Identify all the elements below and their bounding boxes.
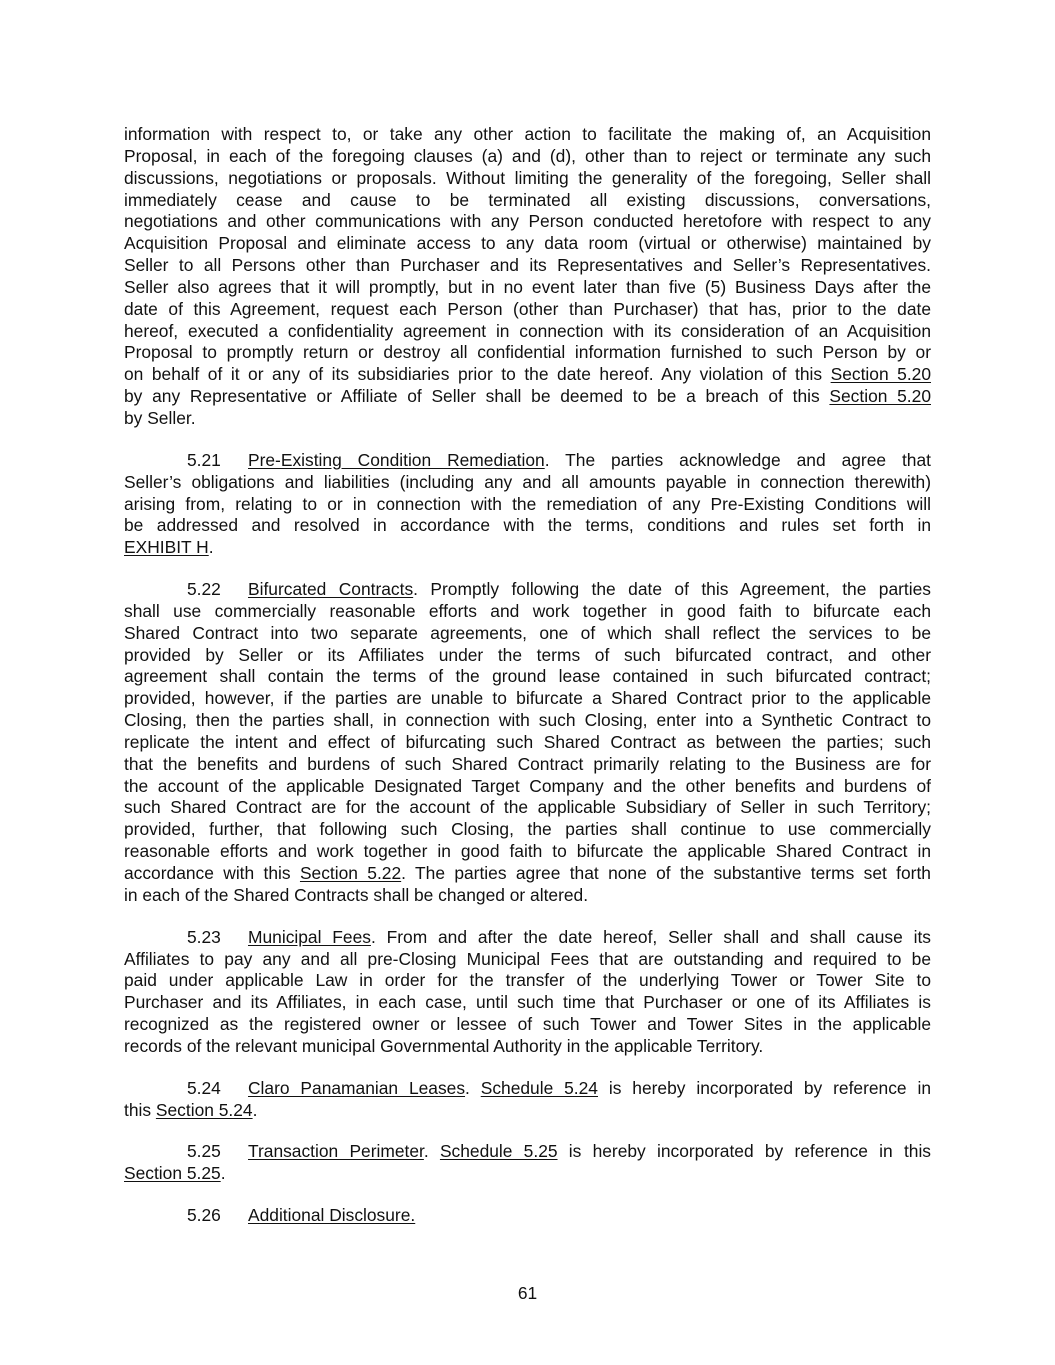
text-segment: paid under applicable Law in order for the transfer of the underlying Tower or Tower Site to (124, 970, 931, 991)
text-segment: Proposal, in each of the foregoing clauses (a) and (d), other than to reject or terminate any such (124, 145, 931, 166)
section-number: 5.23 (187, 926, 221, 947)
text-segment: Proposal to promptly return or destroy all confidential information furnished to such Person by or (124, 342, 931, 363)
text-segment: accordance with this (124, 863, 300, 883)
text-segment: recognized as the registered owner or lessee of such Tower and Tower Sites in the applicable (124, 1014, 931, 1035)
section-reference-link[interactable]: Schedule 5.24 (480, 1077, 598, 1098)
text-segment: . (252, 1099, 258, 1120)
text-line (124, 1014, 931, 1036)
section-reference-link[interactable]: Section 5.20 (829, 386, 931, 407)
text-line (124, 537, 931, 559)
text-line (124, 1163, 931, 1185)
text-segment: Seller also agrees that it will promptly, but in no event later than five (5) Business Days after the (124, 276, 931, 297)
text-line (124, 819, 931, 841)
text-segment: . (220, 1163, 226, 1184)
text-segment: . The parties agree that none of the substantive terms set forth (401, 863, 931, 883)
text-line (124, 211, 931, 233)
text-line (124, 645, 931, 667)
text-line (124, 1036, 931, 1058)
text-segment: provided, further, that following such Closing, the parties shall continue to use commercially (124, 819, 931, 840)
text-line (124, 841, 931, 863)
section-reference-link[interactable]: Pre-Existing Condition Remediation (248, 449, 545, 470)
text-line (124, 168, 931, 190)
section-reference-link[interactable]: Section 5.24 (155, 1099, 253, 1120)
text-segment: . (208, 537, 214, 558)
paragraph (124, 450, 931, 559)
text-line (124, 1100, 931, 1122)
text-segment: the account of the applicable Designated Target Company and the other benefits and burdens of (124, 775, 931, 796)
section-reference-link[interactable]: Bifurcated Contracts (248, 579, 414, 600)
text-segment: Seller’s obligations and liabilities (including any and all amounts payable in connection therewith) (124, 471, 931, 492)
text-line (124, 863, 931, 885)
text-segment: . (423, 1141, 440, 1162)
text-segment: replicate the intent and effect of bifurcating such Shared Contract as between the parties; such (124, 731, 931, 752)
text-line (124, 255, 931, 277)
text-segment: Affiliates to pay any and all pre-Closing Municipal Fees that are outstanding and required to be (124, 948, 931, 969)
paragraph (124, 124, 931, 430)
text-segment: on behalf of it or any of its subsidiaries prior to the date hereof. Any violation of this (124, 364, 831, 385)
text-segment: Seller to all Persons other than Purchaser and its Representatives and Seller’s Representatives. (124, 255, 931, 276)
text-segment: be addressed and resolved in accordance with the terms, conditions and rules set forth in (124, 515, 931, 536)
section-reference-link[interactable]: Section 5.25 (124, 1163, 221, 1184)
text-segment: discussions, negotiations or proposals. Without limiting the generality of the foregoing, Seller shall (124, 167, 931, 188)
text-line (124, 299, 931, 321)
text-segment: this (124, 1099, 156, 1120)
section-reference-link[interactable]: Municipal Fees (248, 926, 371, 947)
paragraph (124, 927, 931, 1058)
text-line (124, 992, 931, 1014)
text-segment: . (465, 1077, 481, 1098)
text-segment: in each of the Shared Contracts shall be changed or altered. (124, 884, 589, 905)
text-line (124, 1078, 931, 1100)
text-line (124, 190, 931, 212)
section-reference-link[interactable]: Section 5.20 (830, 364, 931, 385)
section-number: 5.22 (187, 579, 221, 600)
paragraph (124, 1141, 931, 1185)
text-line (124, 579, 931, 601)
text-line (124, 450, 931, 472)
page-number: 61 (517, 1283, 538, 1303)
section-number: 5.24 (187, 1077, 221, 1098)
text-line (124, 666, 931, 688)
text-line (124, 601, 931, 623)
section-reference-link[interactable]: Transaction Perimeter (248, 1141, 424, 1162)
section-number: 5.26 (187, 1205, 221, 1226)
text-line (124, 515, 931, 537)
text-line (124, 233, 931, 255)
text-segment: hereof, executed a confidentiality agreement in connection with its consideration of an Acquisition (124, 320, 931, 341)
text-segment: . From and after the date hereof, Seller shall and shall cause its (370, 926, 931, 947)
text-line (124, 927, 931, 949)
text-segment: . Promptly following the date of this Agreement, the parties (413, 579, 931, 600)
text-line (124, 124, 931, 146)
text-segment: negotiations and other communications with any Person conducted heretofore with respect to any (124, 211, 931, 232)
document-body (124, 124, 931, 1247)
section-number: 5.25 (187, 1141, 221, 1162)
text-segment: that the benefits and burdens of such Shared Contract primarily relating to the Business are for (124, 753, 931, 774)
text-line (124, 146, 931, 168)
text-segment: . The parties acknowledge and agree that (544, 449, 931, 470)
paragraph (124, 1078, 931, 1122)
paragraph (124, 1205, 931, 1227)
text-segment: provided by Seller or its Affiliates under the terms of such bifurcated contract, and other (124, 644, 931, 665)
text-line (124, 1205, 931, 1227)
text-segment: Closing, then the parties shall, in connection with such Closing, enter into a Synthetic Contract to (124, 710, 931, 731)
text-segment: arising from, relating to or in connection with the remediation of any Pre-Existing Conditions will (124, 493, 931, 514)
text-line (124, 797, 931, 819)
text-line (124, 732, 931, 754)
text-segment: reasonable efforts and work together in good faith to bifurcate the applicable Shared Contract in (124, 841, 931, 862)
section-reference-link[interactable]: Additional Disclosure. (248, 1205, 416, 1226)
text-line (124, 776, 931, 798)
text-line (124, 970, 931, 992)
text-segment: Purchaser and its Affiliates, in each case, until such time that Purchaser or one of its Affiliates is (124, 992, 931, 1013)
text-line (124, 949, 931, 971)
text-line (124, 754, 931, 776)
text-segment: is hereby incorporated by reference in (597, 1077, 931, 1098)
text-segment: information with respect to, or take any other action to facilitate the making of, an Acquisition (124, 124, 931, 144)
text-segment: agreement shall contain the terms of the ground lease contained in such bifurcated contract; (124, 666, 931, 687)
text-line (124, 321, 931, 343)
text-line (124, 1141, 931, 1163)
text-segment: such Shared Contract are for the account of the applicable Subsidiary of Seller in such Territory; (124, 797, 931, 818)
text-line (124, 408, 931, 430)
text-segment: immediately cease and cause to be terminated all existing discussions, conversations, (124, 189, 931, 210)
text-line (124, 472, 931, 494)
text-segment: date of this Agreement, request each Person (other than Purchaser) that has, prior to the date (124, 298, 931, 319)
text-segment: Acquisition Proposal and eliminate access to any data room (virtual or otherwise) maintained by (124, 233, 931, 254)
section-reference-link[interactable]: Section 5.22 (299, 863, 402, 883)
text-line (124, 623, 931, 645)
paragraph (124, 579, 931, 907)
text-line (124, 688, 931, 710)
text-segment: is hereby incorporated by reference in this (557, 1141, 932, 1162)
text-line (124, 386, 931, 408)
text-segment: Shared Contract into two separate agreements, one of which shall reflect the services to be (124, 622, 931, 643)
text-line (124, 277, 931, 299)
text-line (124, 885, 931, 907)
section-reference-link[interactable]: Schedule 5.25 (439, 1141, 558, 1162)
section-reference-link[interactable]: Claro Panamanian Leases (248, 1077, 466, 1098)
text-segment: shall use commercially reasonable efforts and work together in good faith to bifurcate each (124, 600, 931, 621)
text-segment: by any Representative or Affiliate of Seller shall be deemed to be a breach of this (124, 386, 830, 407)
text-line (124, 364, 931, 386)
text-segment: by Seller. (124, 407, 196, 428)
text-line (124, 710, 931, 732)
text-segment: provided, however, if the parties are unable to bifurcate a Shared Contract prior to the applicable (124, 688, 931, 709)
text-line (124, 494, 931, 516)
section-reference-link[interactable]: EXHIBIT H (124, 537, 209, 558)
section-number: 5.21 (187, 449, 221, 470)
text-line (124, 342, 931, 364)
text-segment: records of the relevant municipal Governmental Authority in the applicable Territory. (124, 1035, 764, 1056)
